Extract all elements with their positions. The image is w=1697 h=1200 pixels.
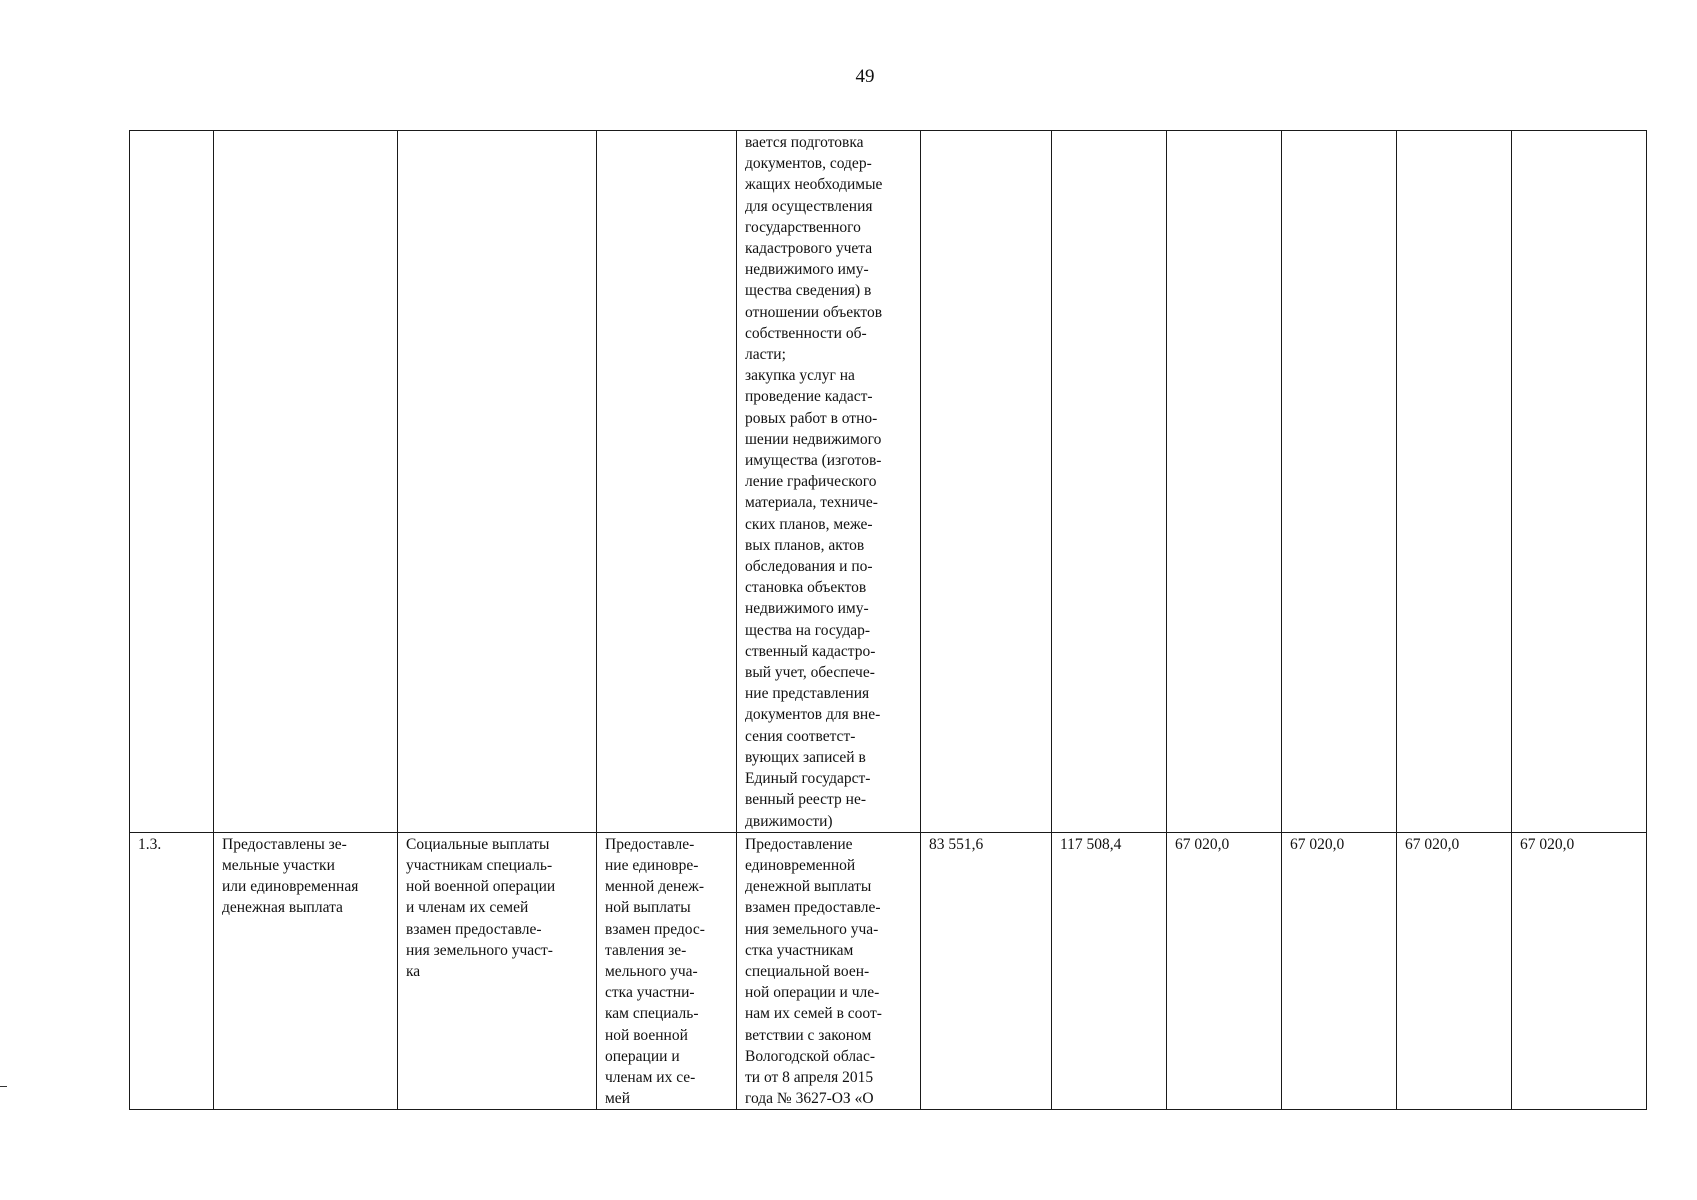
table-cell-number [130,832,214,1110]
value-2025: 67 020,0 [1290,835,1345,853]
table-cell-value-3 [1167,131,1282,833]
table-cell-value-4 [1282,832,1397,1110]
table-cell-activity [737,131,921,833]
value-2027: 67 020,0 [1520,835,1575,853]
table-cell-value-6 [1512,131,1647,833]
page-number: 49 [855,66,875,87]
table-cell-value-4 [1282,131,1397,833]
indicator-text: Социальные выплаты участникам специаль- ной военной операции и членам их семей взамен предоставле- ния земельного участ- ка [406,835,556,980]
program-table [129,130,1647,1110]
value-2022: 83 551,6 [929,835,984,853]
table-cell-value-1 [921,832,1052,1110]
value-2026: 67 020,0 [1405,835,1460,853]
table-cell-value-6 [1512,832,1647,1110]
table-row-continuation [130,131,1647,833]
result-text: Предоставлены зе- мельные участки или единовременная денежная выплата [222,835,359,917]
table-row-1-3 [130,832,1647,1110]
table-cell-value-2 [1052,832,1167,1110]
table-cell-event [597,832,737,1110]
table-cell-value-1 [921,131,1052,833]
table-cell-number [130,131,214,833]
table-cell-event [597,131,737,833]
event-text: Предоставле- ние единовре- менной денеж- ной выплаты взамен предос- тавления зе- мельного уча- стка участни- кам специаль- ной военной операции и членам их се- мей [605,835,705,1108]
table-cell-activity [737,832,921,1110]
table-cell-indicator [398,832,597,1110]
activity-text: Предоставление единовременной денежной выплаты взамен предоставле- ния земельного уча- стка участникам специальной воен- ной операции и чле- нам их семей в соот- ветствии с законом Вологодской облас- ти от 8 апреля 2015 года № 3627-ОЗ «О [745,835,882,1108]
table-cell-value-3 [1167,832,1282,1110]
margin-mark [0,1086,7,1087]
table-cell-value-2 [1052,131,1167,833]
value-2024: 67 020,0 [1175,835,1230,853]
activity-text: вается подготовка документов, содер- жащих необходимые для осуществления государственного кадастрового учета недвижимого иму- щества сведения) в отношении объектов собственности об- ласти; закупка услуг на проведение кадаст- ровых работ в отно- шении недвижимого имущества (изготов- ление графического материала, техниче- ских планов, меже- вых планов, актов обследования и по- становка объектов недвижимого иму- щества на государ- ственный кадастро- вый учет, обеспече- ние представления документов для вне- сения соответст- вующих записей в Единый государст- венный реестр не- движимости) [745,134,883,830]
row-number: 1.3. [138,835,162,853]
table-cell-value-5 [1397,832,1512,1110]
table-cell-value-5 [1397,131,1512,833]
table-cell-indicator [398,131,597,833]
table-cell-result [214,131,398,833]
table-cell-result [214,832,398,1110]
value-2023: 117 508,4 [1060,835,1122,853]
